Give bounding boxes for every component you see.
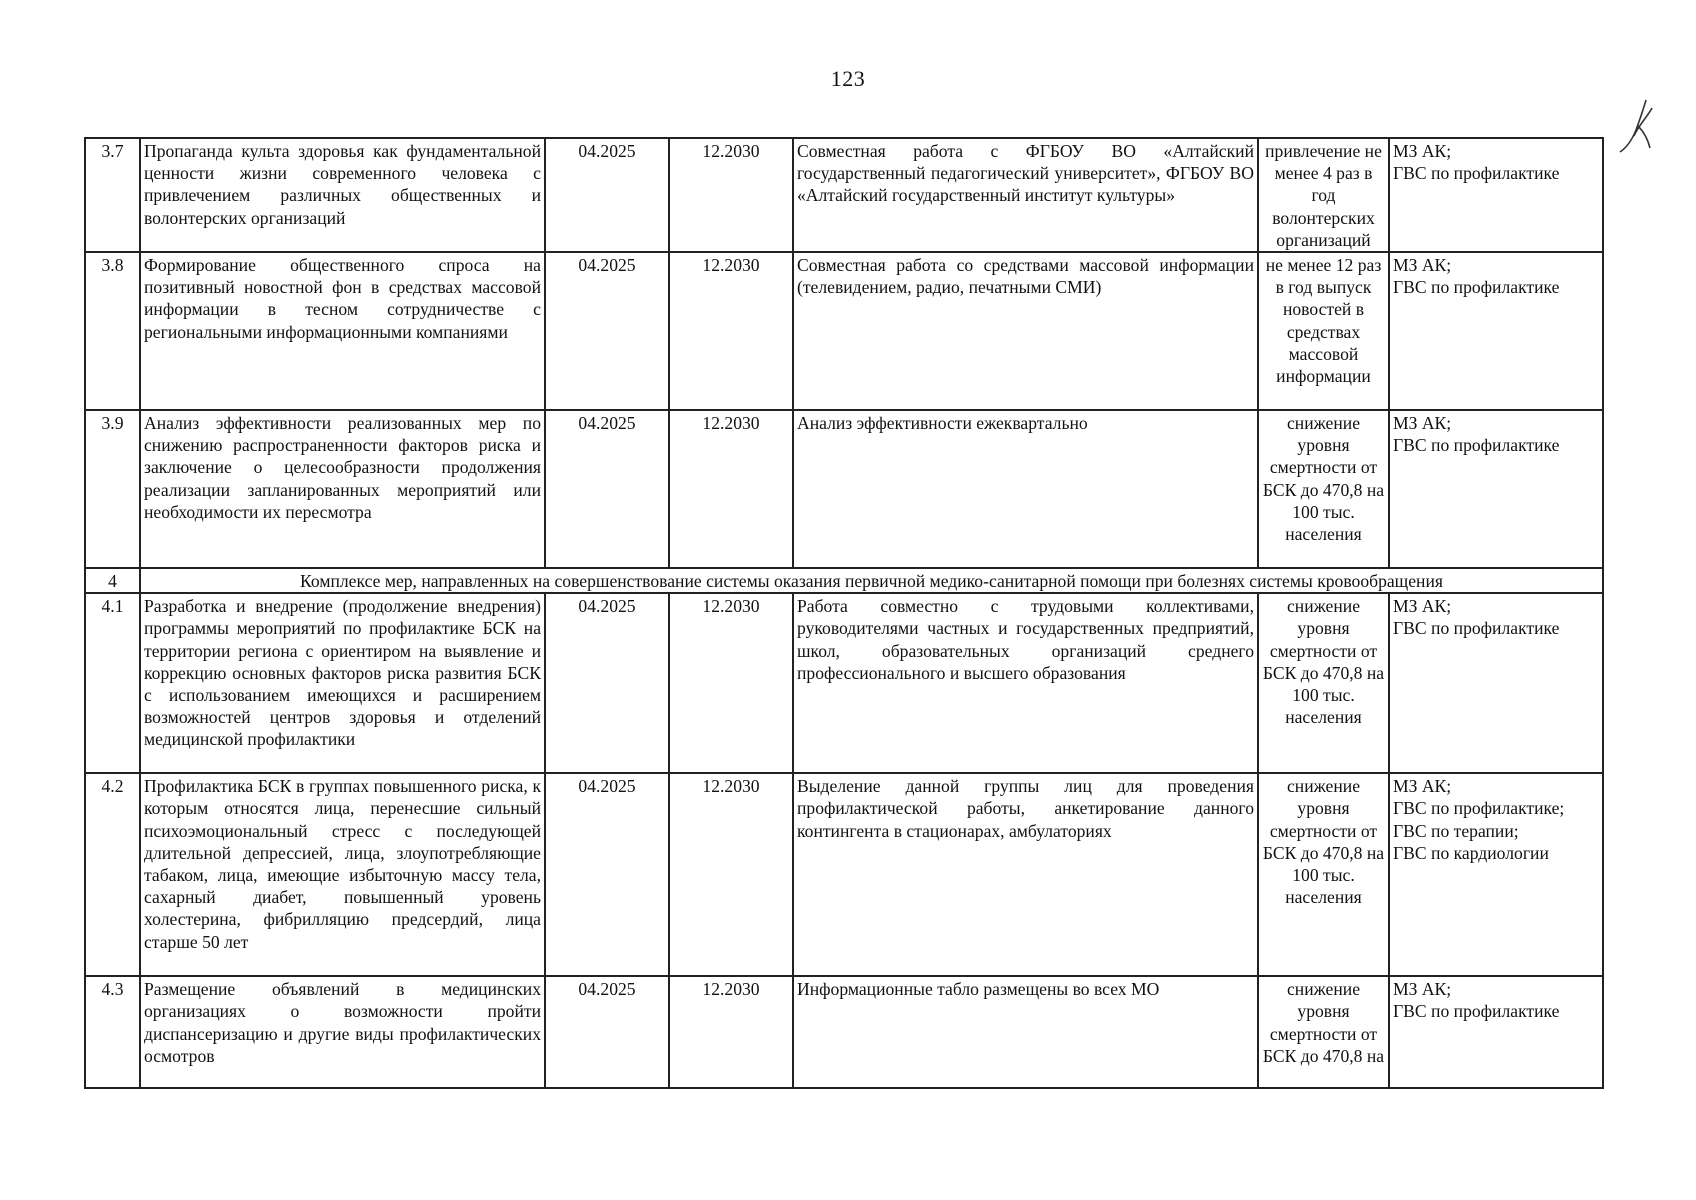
expected-result: привлечение не менее 4 раз в год волонтерских организаций [1258,138,1389,252]
table-row [85,138,1603,252]
responsible [1389,593,1603,773]
row-number: 4.2 [85,773,140,976]
responsible [1389,252,1603,410]
section-title: Комплексе мер, направленных на совершенствование системы оказания первичной медико-санитарной помощи при болезнях системы кровообращения [140,568,1603,593]
responsible [1389,410,1603,568]
end-date: 12.2030 [669,773,793,976]
responsible-line: МЗ АК; [1393,979,1452,1000]
end-date: 12.2030 [669,410,793,568]
responsible-line: ГВС по профилактике; [1393,798,1565,819]
responsible-line: ГВС по профилактике [1393,1001,1560,1022]
implementation-mechanism: Анализ эффективности ежеквартально [793,410,1258,568]
expected-result: снижение уровня смертности от БСК до 470,8 на 100 тыс. населения [1258,593,1389,773]
start-date: 04.2025 [545,593,669,773]
measure-description: Профилактика БСК в группах повышенного риска, к которым относятся лица, перенесшие сильный психоэмоциональный стресс с последующей длительной депрессией, лица, злоупотребляющие табаком, лица, имеющие избыточную массу тела, сахарный диабет, повышенный уровень холестерина, фибрилляцию предсердий, лица старше 50 лет [140,773,545,976]
table-row [85,252,1603,410]
responsible-line: ГВС по профилактике [1393,618,1560,639]
start-date: 04.2025 [545,252,669,410]
end-date: 12.2030 [669,252,793,410]
responsible-line: МЗ АК; [1393,776,1452,797]
expected-result: снижение уровня смертности от БСК до 470,8 на [1258,976,1389,1088]
expected-result: не менее 12 раз в год выпуск новостей в средствах массовой информации [1258,252,1389,410]
row-number: 3.7 [85,138,140,252]
row-number: 3.9 [85,410,140,568]
measures-table [84,137,1604,1089]
expected-result: снижение уровня смертности от БСК до 470,8 на 100 тыс. населения [1258,410,1389,568]
responsible [1389,976,1603,1088]
responsible [1389,773,1603,976]
implementation-mechanism: Информационные табло размещены во всех МО [793,976,1258,1088]
page-number: 123 [830,66,866,91]
end-date: 12.2030 [669,138,793,252]
signature-mark [1608,96,1668,176]
row-number: 3.8 [85,252,140,410]
implementation-mechanism: Совместная работа со средствами массовой информации (телевидением, радио, печатными СМИ) [793,252,1258,410]
table-row [85,773,1603,976]
measure-description: Формирование общественного спроса на позитивный новостной фон в средствах массовой информации в тесном сотрудничестве с региональными информационными компаниями [140,252,545,410]
row-number: 4.1 [85,593,140,773]
measure-description: Разработка и внедрение (продолжение внедрения) программы мероприятий по профилактике БСК на территории региона с ориентиром на выявление и коррекцию основных факторов риска развития БСК с использованием имеющихся и расширением возможностей центров здоровья и отделений медицинской профилактики [140,593,545,773]
responsible-line: ГВС по кардиологии [1393,842,1549,863]
start-date: 04.2025 [545,410,669,568]
responsible-line: МЗ АК; [1393,141,1452,161]
expected-result: снижение уровня смертности от БСК до 470,8 на 100 тыс. населения [1258,773,1389,976]
start-date: 04.2025 [545,976,669,1088]
table-row [85,410,1603,568]
responsible [1389,138,1603,252]
end-date: 12.2030 [669,976,793,1088]
row-number: 4.3 [85,976,140,1088]
implementation-mechanism: Совместная работа с ФГБОУ ВО «Алтайский государственный педагогический университет», ФГБОУ ВО «Алтайский государственный институт культуры» [793,138,1258,252]
responsible-line: ГВС по профилактике [1393,163,1560,184]
table-row [85,593,1603,773]
responsible-line: МЗ АК; [1393,255,1452,276]
implementation-mechanism: Работа совместно с трудовыми коллективами, руководителями частных и государственных предприятий, школ, образовательных организаций среднего профессионального и высшего образования [793,593,1258,773]
start-date: 04.2025 [545,138,669,252]
measure-description: Анализ эффективности реализованных мер по снижению распространенности факторов риска и заключение о целесообразности продолжения реализации запланированных мероприятий или необходимости их пересмотра [140,410,545,568]
start-date: 04.2025 [545,773,669,976]
responsible-line: ГВС по профилактике [1393,435,1560,456]
responsible-line: МЗ АК; [1393,413,1452,434]
responsible-line: МЗ АК; [1393,596,1452,617]
end-date: 12.2030 [669,593,793,773]
section-row [85,568,1603,593]
measure-description: Пропаганда культа здоровья как фундаментальной ценности жизни современного человека с привлечением различных общественных и волонтерских организаций [140,138,545,252]
measure-description: Размещение объявлений в медицинских организациях о возможности пройти диспансеризацию и другие виды профилактических осмотров [140,976,545,1088]
responsible-line: ГВС по терапии; [1393,820,1519,841]
table-row [85,976,1603,1088]
section-number: 4 [85,568,140,593]
responsible-line: ГВС по профилактике [1393,277,1560,298]
implementation-mechanism: Выделение данной группы лиц для проведения профилактической работы, анкетирование данного контингента в стационарах, амбулаториях [793,773,1258,976]
